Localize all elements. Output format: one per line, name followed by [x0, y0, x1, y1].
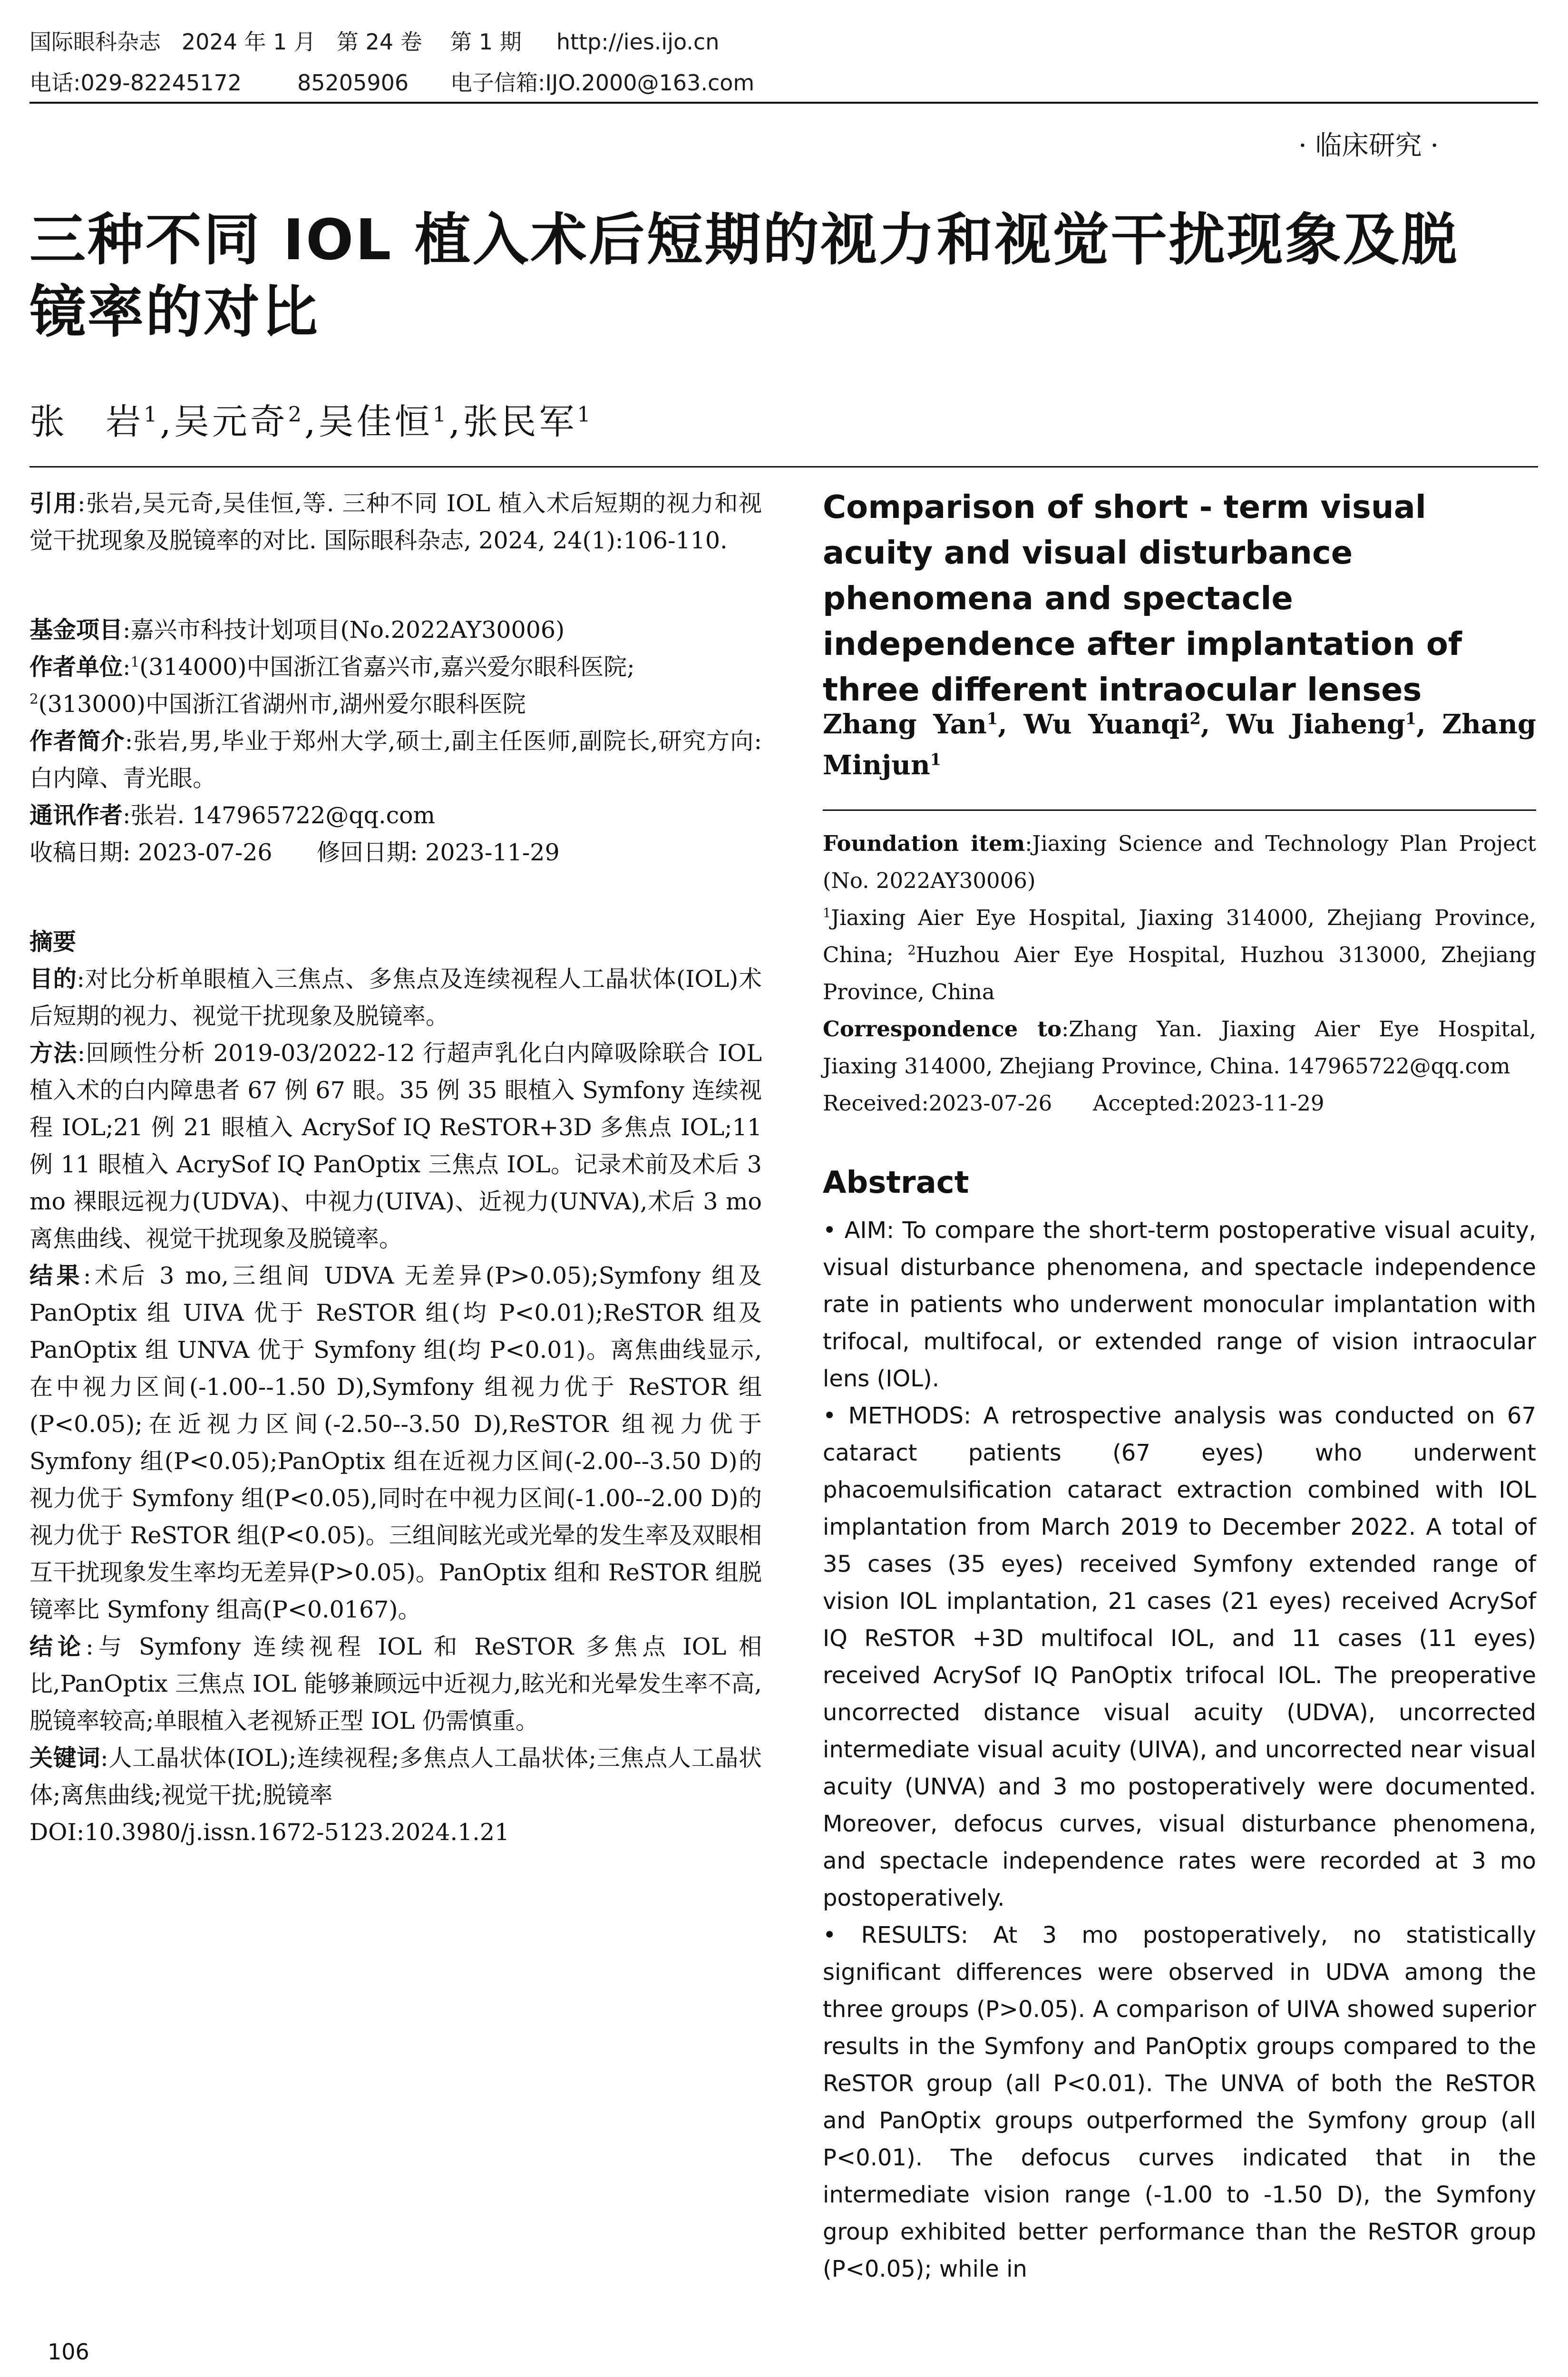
section-tag: · 临床研究 ·	[1298, 130, 1439, 161]
conclusion-text: :与 Symfony 连续视程 IOL 和 ReSTOR 多焦点 IOL 相比,PanOptix 三焦点 IOL 能够兼顾远中近视力,眩光和光晕发生率不高,脱镜率较高;单眼植入老视矫正型 IOL 仍需慎重。	[29, 1633, 762, 1734]
foundation-label: 基金项目	[29, 616, 123, 643]
citation	[29, 485, 762, 559]
affiliation-en-text: Jiaxing Aier Eye Hospital, Jiaxing 314000, Zhejiang Province, China;	[823, 905, 1536, 967]
affiliation-en	[823, 899, 1536, 1011]
affiliation-mark: 2	[29, 691, 39, 707]
authors-en	[823, 704, 1536, 786]
author-affiliation-mark: 1	[577, 402, 594, 427]
abstract-conclusion-cn	[29, 1628, 762, 1740]
affiliation-text: (313000)中国浙江省湖州市,湖州爱尔眼科医院	[38, 691, 526, 718]
abstract-aim-en: • AIM: To compare the short-term postoperative visual acuity, visual disturbance phenomena, and spectacle independence rate in patients who underwent monocular implantation with trifocal, multifocal, or extended range of vision intraocular lens (IOL).	[823, 1217, 1536, 1392]
foundation-en-label: Foundation item	[823, 831, 1025, 856]
author-bio	[29, 723, 762, 797]
affiliation-mark: 1	[130, 653, 140, 670]
keywords-cn	[29, 1740, 762, 1814]
results-text: :术后 3 mo,三组间 UDVA 无差异(P>0.05);Symfony 组及 PanOptix 组 UIVA 优于 ReSTOR 组(均 P<0.01);ReSTOR 组及 PanOptix 组 UNVA 优于 Symfony 组(均 P<0.01)。离焦曲线显示,在中视力区间(-1.00--1.50 D),Symfony 组视力优于 ReSTOR 组(P<0.05);在近视力区间(-2.50--3.50 D),ReSTOR 组视力优于 Symfony 组(P<0.05);PanOptix 组在近视力区间(-2.00--3.50 D)的视力优于 Symfony 组(P<0.05),同时在中视力区间(-1.00--2.00 D)的视力优于 ReSTOR 组(P<0.05)。三组间眩光或光晕的发生率及双眼相互干扰现象发生率均无差异(P>0.05)。PanOptix 组和 ReSTOR 组脱镜率比 Symfony 组高(P<0.0167)。	[29, 1262, 762, 1623]
cn-front-matter	[29, 485, 762, 1851]
methods-text: :回顾性分析 2019-03/2022-12 行超声乳化白内障吸除联合 IOL 植入术的白内障患者 67 例 67 眼。35 例 35 眼植入 Symfony 连续视程 IOL;21 例 21 眼植入 AcrySof IQ ReSTOR+3D 多焦点 IOL;11 例 11 眼植入 AcrySof IQ PanOptix 三焦点 IOL。记录术前及术后 3 mo 裸眼远视力(UDVA)、中视力(UIVA)、近视力(UNVA),术后 3 mo 离焦曲线、视觉干扰现象及脱镜率。	[29, 1040, 762, 1252]
correspondence-en	[823, 1011, 1536, 1085]
abstract-methods-en: • METHODS: A retrospective analysis was conducted on 67 cataract patients (67 eyes) who underwent phacoemulsification cataract extraction combined with IOL implantation from March 2019 to December 2022. A total of 35 cases (35 eyes) received Symfony extended range of vision IOL implantation, 21 cases (21 eyes) received AcrySof IQ ReSTOR +3D multifocal IOL, and 11 cases (11 eyes) received AcrySof IQ PanOptix trifocal IOL. The preoperative uncorrected distance visual acuity (UDVA), uncorrected intermediate visual acuity (UIVA), and uncorrected near visual acuity (UNVA) and 3 mo postoperatively were documented. Moreover, defocus curves, visual disturbance phenomena, and spectacle independence rates were recorded at 3 mo postoperatively.	[823, 1403, 1536, 1911]
keywords-text: :人工晶状体(IOL);连续视程;多焦点人工晶状体;三焦点人工晶状体;离焦曲线;视觉干扰;脱镜率	[29, 1744, 762, 1809]
page-title-line1: 三种不同 IOL 植入术后短期的视力和视觉干扰现象及脱	[29, 207, 1459, 273]
received-accepted: Received:2023-07-26 Accepted:2023-11-29	[823, 1091, 1325, 1116]
citation-label: 引用	[29, 490, 78, 517]
author-name: 张 岩	[29, 401, 144, 442]
author-affiliation-mark: 1	[986, 709, 998, 728]
author-name: ,吴佳恒	[304, 401, 433, 442]
author-affiliation-mark: 1	[930, 750, 942, 769]
affiliation-label: 作者单位	[29, 653, 123, 681]
affiliation-mark: 2	[907, 943, 916, 958]
correspondence-text: :Zhang Yan. Jiaxing Aier Eye Hospital, Jiaxing 314000, Zhejiang Province, China. 147965722@qq.com	[823, 1016, 1536, 1079]
doi: DOI:10.3980/j.issn.1672-5123.2024.1.21	[29, 1819, 510, 1846]
author-bio-text: :张岩,男,毕业于郑州大学,硕士,副主任医师,副院长,研究方向:白内障、青光眼。	[29, 728, 762, 792]
affiliation-en-text: Huzhou Aier Eye Hospital, Huzhou 313000, Zhejiang Province, China	[823, 942, 1536, 1004]
aim-text: :对比分析单眼植入三焦点、多焦点及连续视程人工晶状体(IOL)术后短期的视力、视觉干扰现象及脱镜率。	[29, 965, 762, 1030]
author-affiliation-mark: 2	[1189, 709, 1201, 728]
english-title: Comparison of short - term visual acuity and visual disturbance phenomena and spectacle independence after implantation of three different intraocular lenses	[823, 488, 1462, 708]
affiliation-text: (314000)中国浙江省嘉兴市,嘉兴爱尔眼科医院;	[139, 653, 635, 681]
abstract-heading-text: 摘要	[29, 928, 77, 955]
corresponding-author	[29, 797, 762, 834]
methods-label: 方法	[29, 1040, 78, 1067]
page-number: 106	[48, 2339, 89, 2365]
author-name: ,吴元奇	[160, 401, 288, 442]
abstract-aim-cn	[29, 961, 762, 1035]
author-name: ,张民军	[448, 401, 577, 442]
correspondence-label: Correspondence to	[823, 1016, 1062, 1042]
page-title-line2: 镜率的对比	[29, 279, 320, 345]
abstract-results-en: • RESULTS: At 3 mo postoperatively, no statistically significant differences were observed in UDVA among the three groups (P>0.05). A comparison of UIVA showed superior results in the Symfony and PanOptix groups compared to the ReSTOR group (all P<0.01). The UNVA of both the ReSTOR and PanOptix groups outperformed the Symfony group (all P<0.01). The defocus curves indicated that in the intermediate vision range (-1.00 to -1.50 D), the Symfony group exhibited better performance than the ReSTOR group (P<0.05); while in	[823, 1922, 1536, 2282]
abstract-results-cn	[29, 1257, 762, 1628]
english-meta	[823, 825, 1536, 1122]
journal-header-line1: 国际眼科杂志 2024 年 1 月 第 24 卷 第 1 期 http://ies.ijo.cn	[29, 29, 720, 55]
author-name: , Zhang Minjun	[823, 709, 1537, 781]
corresponding-author-text: :张岩. 147965722@qq.com	[123, 802, 435, 829]
foundation-en	[823, 825, 1536, 899]
author-bio-label: 作者简介	[29, 728, 125, 755]
authors-cn	[29, 394, 594, 444]
authors-rule	[29, 466, 1538, 468]
english-authors-rule	[823, 809, 1536, 811]
keywords-label: 关键词	[29, 1744, 101, 1772]
aim-label: 目的	[29, 965, 77, 993]
header-rule	[29, 102, 1538, 104]
author-affiliation-mark: 1	[1405, 709, 1417, 728]
abstract-heading-en: Abstract	[823, 1165, 969, 1200]
author-name: , Wu Jiaheng	[1200, 709, 1405, 740]
conclusion-label: 结论	[29, 1633, 86, 1660]
foundation-en-text: :Jiaxing Science and Technology Plan Project (No. 2022AY30006)	[823, 831, 1536, 893]
corresponding-author-label: 通讯作者	[29, 802, 123, 829]
author-name: , Wu Yuanqi	[998, 709, 1190, 740]
citation-text: :张岩,吴元奇,吴佳恒,等. 三种不同 IOL 植入术后短期的视力和视觉干扰现象及脱镜率的对比. 国际眼科杂志, 2024, 24(1):106-110.	[29, 490, 762, 554]
author-name: Zhang Yan	[823, 709, 987, 740]
received-dates: 收稿日期: 2023-07-26 修回日期: 2023-11-29	[29, 839, 560, 866]
abstract-methods-cn	[29, 1035, 762, 1257]
author-affiliation-mark: 2	[288, 402, 305, 427]
foundation	[29, 612, 762, 649]
author-affiliation-mark: 1	[144, 402, 160, 427]
english-abstract	[823, 1212, 1536, 2288]
journal-header-line2: 电话:029-82245172 85205906 电子信箱:IJO.2000@163.com	[29, 70, 755, 96]
abstract-heading-cn	[29, 924, 762, 961]
results-label: 结果	[29, 1262, 84, 1289]
affiliation-mark: 1	[823, 906, 831, 921]
foundation-text: :嘉兴市科技计划项目(No.2022AY30006)	[123, 616, 565, 643]
affiliation: 作者单位:$^1$(314000)中国浙江省嘉兴市,嘉兴爱尔眼科医院; $^2$(313000)中国浙江省湖州市,湖州爱尔眼科医院	[29, 653, 635, 718]
author-affiliation-mark: 1	[432, 402, 449, 427]
